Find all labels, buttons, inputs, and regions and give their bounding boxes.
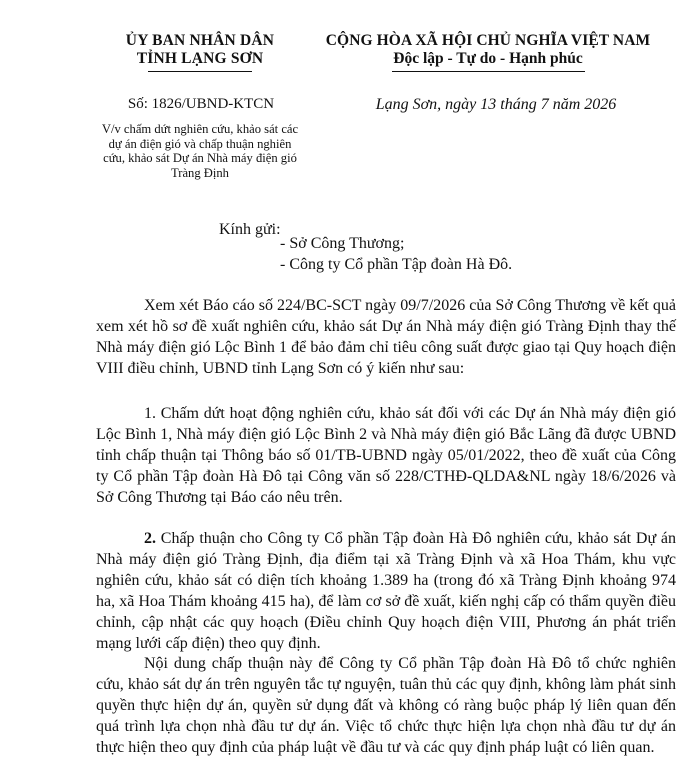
- issuing-authority-line1: ỦY BAN NHÂN DÂN: [125, 32, 275, 49]
- document-number: Số: 1826/UBND-KTCN: [127, 96, 275, 112]
- closing-paragraph: Nội dung chấp thuận này để Công ty Cổ phần Tập đoàn Hà Đô tổ chức nghiên cứu, khảo sát dự án trên nguyên tắc tự nguyện, tuân thủ các quy định, không làm phát sinh quyền thực hiện dự án, quyền sử dụng đất và không có ràng buộc pháp lý liên quan đến quá trình lựa chọn nhà đầu tư dự án. Việc tổ chức thực hiện lựa chọn nhà đầu tư dự án thực hiện theo quy định của pháp luật về đầu tư và các quy định pháp luật có liên quan.: [96, 655, 676, 756]
- item-2-number: 2.: [144, 530, 156, 547]
- addressee-label: Kính gửi:: [219, 221, 281, 238]
- recipient-item: - Sở Công Thương;: [280, 235, 405, 252]
- authority-underline: [148, 71, 252, 72]
- national-title: CỘNG HÒA XÃ HỘI CHỦ NGHĨA VIỆT NAM: [325, 32, 651, 49]
- item-2-paragraph: [96, 529, 676, 654]
- national-motto: Độc lập - Tự do - Hạnh phúc: [393, 50, 583, 67]
- issuing-authority-line2: TỈNH LẠNG SƠN: [136, 50, 264, 67]
- motto-underline: [392, 71, 585, 72]
- intro-paragraph: Xem xét Báo cáo số 224/BC-SCT ngày 09/7/2026 của Sở Công Thương về kết quả xem xét hồ sơ đề xuất nghiên cứu, khảo sát Dự án Nhà máy điện gió Tràng Định thay thế Nhà máy điện gió Lộc Bình 1 để bảo đảm chỉ tiêu công suất được giao tại Quy hoạch điện VIII điều chỉnh, UBND tỉnh Lạng Sơn có ý kiến như sau:: [96, 297, 676, 377]
- place-date: Lạng Sơn, ngày 13 tháng 7 năm 2026: [375, 96, 617, 113]
- item-2-text: Chấp thuận cho Công ty Cổ phần Tập đoàn Hà Đô nghiên cứu, khảo sát Dự án Nhà máy điện gió Tràng Định, địa điểm tại xã Tràng Định và xã Hoa Thám, khu vực nghiên cứu, khảo sát có diện tích khoảng 1.389 ha (trong đó xã Tràng Định khoảng 974 ha, xã Hoa Thám khoảng 415 ha), để làm cơ sở đề xuất, kiến nghị cấp có thẩm quyền điều chỉnh, cập nhật các quy hoạch (Điều chỉnh Quy hoạch điện VIII, Phương án phát triển mạng lưới cấp điện) theo quy định.: [96, 530, 676, 652]
- item-1-paragraph: 1. Chấm dứt hoạt động nghiên cứu, khảo sát đối với các Dự án Nhà máy điện gió Lộc Bình 1, Nhà máy điện gió Lộc Bình 2 và Nhà máy điện gió Bắc Lãng đã được UBND tỉnh chấp thuận tại Thông báo số 01/TB-UBND ngày 05/01/2022, theo đề xuất của Công ty Cổ phần Tập đoàn Hà Đô tại Công văn số 228/CTHĐ-QLDA&NL ngày 18/6/2026 và Sở Công Thương tại Báo cáo nêu trên.: [96, 405, 676, 506]
- recipient-item: - Công ty Cổ phần Tập đoàn Hà Đô.: [280, 256, 513, 273]
- document-subject: V/v chấm dứt nghiên cứu, khảo sát các dự án điện gió và chấp thuận nghiên cứu, khảo sát Dự án Nhà máy điện gió Tràng Định: [101, 122, 299, 180]
